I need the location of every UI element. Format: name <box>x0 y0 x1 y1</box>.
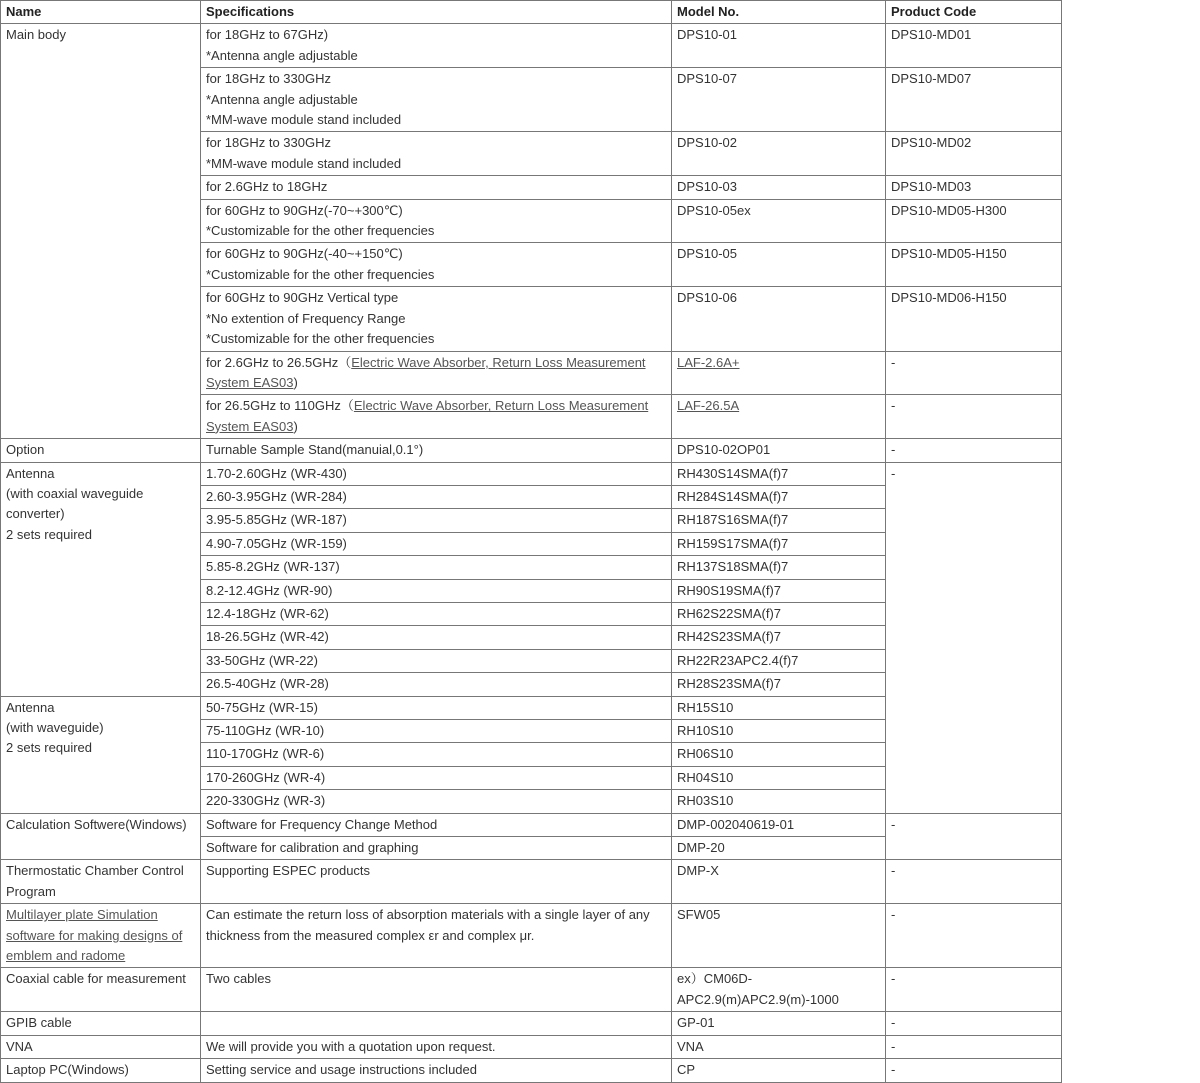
row-name: Option <box>1 439 201 462</box>
row-name <box>1 904 201 968</box>
table-row <box>1 24 1062 68</box>
row-spec: 3.95-5.85GHz (WR-187) <box>201 509 672 532</box>
row-name: Coaxial cable for measurement <box>1 968 201 1012</box>
row-code: - <box>886 860 1062 904</box>
row-model <box>672 395 886 439</box>
row-spec: Turnable Sample Stand(manuial,0.1°) <box>201 439 672 462</box>
row-code: - <box>886 904 1062 968</box>
table-row <box>1 813 1062 836</box>
row-code: - <box>886 351 1062 395</box>
row-spec: for 2.6GHz to 26.5GHz（Electric Wave Absorber, Return Loss Measurement System EAS03) <box>201 351 672 395</box>
row-model <box>672 351 886 395</box>
row-spec: 220-330GHz (WR-3) <box>201 790 672 813</box>
row-model: RH284S14SMA(f)7 <box>672 485 886 508</box>
row-model: RH04S10 <box>672 766 886 789</box>
row-spec: for 18GHz to 67GHz) *Antenna angle adjustable <box>201 24 672 68</box>
table-row <box>1 860 1062 904</box>
row-code: - <box>886 462 1062 813</box>
row-code: DPS10-MD01 <box>886 24 1062 68</box>
row-spec: We will provide you with a quotation upon request. <box>201 1035 672 1058</box>
row-spec: 18-26.5GHz (WR-42) <box>201 626 672 649</box>
row-spec: Software for Frequency Change Method <box>201 813 672 836</box>
row-spec: 1.70-2.60GHz (WR-430) <box>201 462 672 485</box>
row-spec: 8.2-12.4GHz (WR-90) <box>201 579 672 602</box>
row-code: DPS10-MD05-H300 <box>886 199 1062 243</box>
table-row <box>1 968 1062 1012</box>
row-name: Laptop PC(Windows) <box>1 1059 201 1082</box>
laf-26-5a-link[interactable]: LAF-26.5A <box>677 398 740 414</box>
row-model: DPS10-03 <box>672 176 886 199</box>
row-spec: 2.60-3.95GHz (WR-284) <box>201 485 672 508</box>
eas03-link[interactable]: Electric Wave Absorber, Return Loss Measurement System EAS03 <box>206 354 646 390</box>
row-spec: for 60GHz to 90GHz(-70~+300℃) *Customizable for the other frequencies <box>201 199 672 243</box>
row-spec: 4.90-7.05GHz (WR-159) <box>201 532 672 555</box>
row-model: RH62S22SMA(f)7 <box>672 602 886 625</box>
row-model: DPS10-07 <box>672 68 886 132</box>
row-model: RH42S23SMA(f)7 <box>672 626 886 649</box>
row-model: RH06S10 <box>672 743 886 766</box>
row-model: DPS10-06 <box>672 287 886 351</box>
row-model: DPS10-05 <box>672 243 886 287</box>
row-code: DPS10-MD03 <box>886 176 1062 199</box>
row-name: VNA <box>1 1035 201 1058</box>
row-spec: Setting service and usage instructions included <box>201 1059 672 1082</box>
row-spec: Can estimate the return loss of absorption materials with a single layer of any thickness from the measured complex εr and complex μr. <box>201 904 672 968</box>
row-model: ex）CM06D- APC2.9(m)APC2.9(m)-1000 <box>672 968 886 1012</box>
table-row <box>1 904 1062 968</box>
row-model: SFW05 <box>672 904 886 968</box>
row-code: - <box>886 1012 1062 1035</box>
row-code: - <box>886 1035 1062 1058</box>
row-spec: 26.5-40GHz (WR-28) <box>201 673 672 696</box>
row-spec: 170-260GHz (WR-4) <box>201 766 672 789</box>
column-header-product-code: Product Code <box>886 1 1062 24</box>
row-model: DMP-X <box>672 860 886 904</box>
row-spec: 75-110GHz (WR-10) <box>201 720 672 743</box>
row-model: CP <box>672 1059 886 1082</box>
row-code: DPS10-MD06-H150 <box>886 287 1062 351</box>
row-spec <box>201 1012 672 1035</box>
row-model: VNA <box>672 1035 886 1058</box>
laf-2-6a-link[interactable]: LAF-2.6A+ <box>677 354 740 370</box>
multilayer-simulation-link[interactable]: Multilayer plate Simulation software for making designs of emblem and radome <box>6 907 183 964</box>
row-spec: 50-75GHz (WR-15) <box>201 696 672 719</box>
row-name: Calculation Softwere(Windows) <box>1 813 201 860</box>
row-model: DPS10-01 <box>672 24 886 68</box>
row-spec: for 60GHz to 90GHz Vertical type *No extention of Frequency Range *Customizable for the other frequencies <box>201 287 672 351</box>
row-spec: for 26.5GHz to 110GHz（Electric Wave Absorber, Return Loss Measurement System EAS03) <box>201 395 672 439</box>
row-spec: for 18GHz to 330GHz *Antenna angle adjustable *MM-wave module stand included <box>201 68 672 132</box>
row-model: RH28S23SMA(f)7 <box>672 673 886 696</box>
row-spec: 5.85-8.2GHz (WR-137) <box>201 556 672 579</box>
row-name: Antenna (with coaxial waveguide converter) 2 sets required <box>1 462 201 696</box>
row-model: RH15S10 <box>672 696 886 719</box>
row-spec: Software for calibration and graphing <box>201 837 672 860</box>
row-model: RH22R23APC2.4(f)7 <box>672 649 886 672</box>
row-spec: Supporting ESPEC products <box>201 860 672 904</box>
row-model: DPS10-02 <box>672 132 886 176</box>
row-model: DPS10-02OP01 <box>672 439 886 462</box>
table-row <box>1 1035 1062 1058</box>
row-spec: Two cables <box>201 968 672 1012</box>
row-name: GPIB cable <box>1 1012 201 1035</box>
row-model: RH90S19SMA(f)7 <box>672 579 886 602</box>
row-spec: for 18GHz to 330GHz *MM-wave module stand included <box>201 132 672 176</box>
row-model: DPS10-05ex <box>672 199 886 243</box>
row-model: RH03S10 <box>672 790 886 813</box>
row-model: GP-01 <box>672 1012 886 1035</box>
row-spec: 12.4-18GHz (WR-62) <box>201 602 672 625</box>
row-model: DMP-002040619-01 <box>672 813 886 836</box>
eas03-link[interactable]: Electric Wave Absorber, Return Loss Measurement System EAS03 <box>206 398 649 434</box>
row-spec: for 2.6GHz to 18GHz <box>201 176 672 199</box>
row-code: - <box>886 968 1062 1012</box>
column-header-model-no: Model No. <box>672 1 886 24</box>
row-spec: for 60GHz to 90GHz(-40~+150℃) *Customizable for the other frequencies <box>201 243 672 287</box>
column-header-specifications: Specifications <box>201 1 672 24</box>
row-model: RH159S17SMA(f)7 <box>672 532 886 555</box>
row-code: DPS10-MD02 <box>886 132 1062 176</box>
row-code: - <box>886 439 1062 462</box>
row-code: - <box>886 1059 1062 1082</box>
table-row <box>1 462 1062 485</box>
row-model: DMP-20 <box>672 837 886 860</box>
row-code: - <box>886 813 1062 860</box>
table-row <box>1 1012 1062 1035</box>
row-model: RH430S14SMA(f)7 <box>672 462 886 485</box>
row-spec: 110-170GHz (WR-6) <box>201 743 672 766</box>
row-code: DPS10-MD05-H150 <box>886 243 1062 287</box>
row-name: Antenna (with waveguide) 2 sets required <box>1 696 201 813</box>
row-model: RH187S16SMA(f)7 <box>672 509 886 532</box>
row-name: Thermostatic Chamber Control Program <box>1 860 201 904</box>
row-model: RH137S18SMA(f)7 <box>672 556 886 579</box>
row-code: DPS10-MD07 <box>886 68 1062 132</box>
column-header-name: Name <box>1 1 201 24</box>
row-name: Main body <box>1 24 201 439</box>
row-spec: 33-50GHz (WR-22) <box>201 649 672 672</box>
row-model: RH10S10 <box>672 720 886 743</box>
table-header-row <box>1 1 1062 24</box>
table-row <box>1 439 1062 462</box>
table-row <box>1 1059 1062 1082</box>
row-code: - <box>886 395 1062 439</box>
